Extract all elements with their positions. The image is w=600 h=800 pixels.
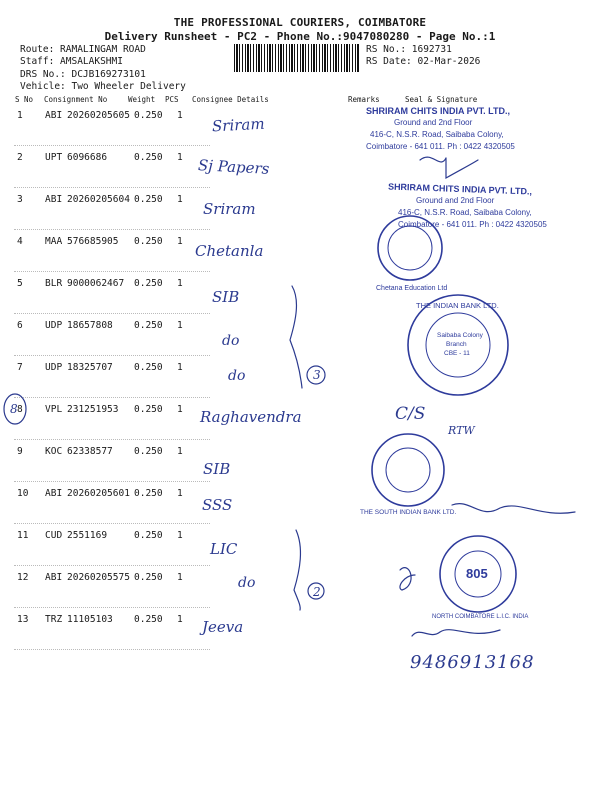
header-remarks: Remarks [348, 95, 380, 104]
row-weight: 0.250 [134, 320, 163, 331]
header-consignment: Consignment No [44, 95, 108, 104]
row-sno: 5 [17, 278, 23, 289]
row-sno: 3 [17, 194, 23, 205]
handwritten-consignee: LIC [210, 540, 238, 558]
handwritten-consignee: SIB [203, 460, 231, 478]
row-weight: 0.250 [134, 614, 163, 625]
signature-scribble [400, 568, 415, 590]
row-sno: 8 [17, 404, 23, 415]
row-consignment: 6096686 [67, 152, 108, 163]
drs-number: DRS No.: DCJB169273101 [20, 69, 146, 80]
row-weight: 0.250 [134, 488, 163, 499]
header-pcs: PCS [165, 95, 179, 104]
handwritten-remark: C/S [395, 404, 426, 424]
row-pcs: 1 [177, 404, 183, 415]
row-prefix: UPT [45, 152, 63, 163]
row-prefix: ABI [45, 194, 63, 205]
stamp-company-name: SHRIRAM CHITS INDIA PVT. LTD., [366, 106, 510, 116]
row-pcs: 1 [177, 110, 183, 121]
row-consignment: 2551169 [67, 530, 108, 541]
rs-date: RS Date: 02-Mar-2026 [366, 56, 481, 67]
signature-scribble [420, 157, 478, 178]
row-sno: 10 [17, 488, 29, 499]
handwritten-phone: 9486913168 [410, 652, 535, 673]
row-consignment: 18657808 [67, 320, 113, 331]
row-pcs: 1 [177, 446, 183, 457]
circled-serial-number: 8 [10, 402, 18, 416]
row-consignment: 11105103 [67, 614, 113, 625]
stamp-ring-text: Chetana Education Ltd [376, 285, 448, 292]
handwritten-consignee: Raghavendra [200, 408, 302, 426]
row-pcs: 1 [177, 152, 183, 163]
row-prefix: MAA [45, 236, 63, 247]
row-weight: 0.250 [134, 404, 163, 415]
row-prefix: KOC [45, 446, 63, 457]
handwritten-consignee: SSS [202, 496, 233, 514]
bracket-mark [290, 286, 302, 388]
row-pcs: 1 [177, 362, 183, 373]
stamp-center-text: CBE - 11 [444, 350, 470, 357]
row-prefix: ABI [45, 572, 63, 583]
row-consignment: 576685905 [67, 236, 119, 247]
row-prefix: VPL [45, 404, 63, 415]
row-weight: 0.250 [134, 572, 163, 583]
bracket-circle [307, 366, 325, 384]
row-weight: 0.250 [134, 530, 163, 541]
handwritten-remark: RTW [448, 424, 475, 437]
signature-scribble [452, 504, 575, 514]
row-weight: 0.250 [134, 446, 163, 457]
row-consignment: 62338577 [67, 446, 113, 457]
bracket-circle [308, 583, 324, 599]
route-label: Route: RAMALINGAM ROAD [20, 44, 146, 55]
row-consignment: 20260205601 [67, 488, 130, 499]
header-consignee: Consignee Details [192, 95, 269, 104]
stamp-center-text: Branch [446, 341, 467, 348]
row-prefix: UDP [45, 362, 63, 373]
row-pcs: 1 [177, 278, 183, 289]
row-sno: 9 [17, 446, 23, 457]
stamp-center-text: 805 [466, 566, 488, 581]
handwritten-consignee: do [222, 333, 240, 349]
row-prefix: BLR [45, 278, 63, 289]
stamp-address-line: Coimbatore - 641 011. Ph : 0422 4320505 [398, 220, 547, 229]
row-consignment: 18325707 [67, 362, 113, 373]
row-consignment: 20260205575 [67, 572, 130, 583]
header-sno: S No [15, 95, 34, 104]
row-weight: 0.250 [134, 152, 163, 163]
stamp-address-line: 416-C, N.S.R. Road, Saibaba Colony, [370, 130, 504, 139]
handwritten-consignee: Chetanla [195, 242, 264, 260]
signature-scribble [412, 630, 500, 636]
stamp-center-text: Saibaba Colony [437, 332, 483, 339]
row-pcs: 1 [177, 320, 183, 331]
row-consignment: 9000062467 [67, 278, 125, 289]
handwritten-consignee: Sj Papers [197, 156, 270, 178]
rs-number: RS No.: 1692731 [366, 44, 452, 55]
handwritten-consignee: SIB [212, 288, 240, 306]
row-weight: 0.250 [134, 362, 163, 373]
row-prefix: TRZ [45, 614, 63, 625]
company-name: THE PROFESSIONAL COURIERS, COIMBATORE [173, 16, 427, 29]
row-weight: 0.250 [134, 110, 163, 121]
row-sno: 1 [17, 110, 23, 121]
stamp-address-line: Ground and 2nd Floor [394, 118, 473, 127]
header-weight: Weight [128, 95, 156, 104]
row-sno: 6 [17, 320, 23, 331]
bracket-mark [294, 530, 300, 610]
row-prefix: UDP [45, 320, 63, 331]
stamp-ring-text: THE INDIAN BANK LTD. [416, 301, 499, 310]
circle-mark [4, 394, 26, 424]
row-consignment: 20260205604 [67, 194, 130, 205]
row-sno: 4 [17, 236, 23, 247]
row-prefix: ABI [45, 488, 63, 499]
vehicle-label: Vehicle: Two Wheeler Delivery [20, 81, 186, 92]
handwritten-consignee: Sriram [211, 114, 266, 136]
row-pcs: 1 [177, 488, 183, 499]
stamp-ring-text: NORTH COIMBATORE L.I.C. INDIA [432, 614, 529, 620]
header-seal: Seal & Signature [405, 95, 478, 104]
bracket-count: 3 [313, 368, 321, 382]
row-pcs: 1 [177, 194, 183, 205]
handwritten-consignee: do [228, 368, 246, 384]
stamp-address-line: Coimbatore - 641 011. Ph : 0422 4320505 [366, 142, 515, 151]
row-weight: 0.250 [134, 194, 163, 205]
row-consignment: 231251953 [67, 404, 119, 415]
row-pcs: 1 [177, 614, 183, 625]
row-sno: 12 [17, 572, 29, 583]
row-consignment: 20260205605 [67, 110, 130, 121]
staff-label: Staff: AMSALAKSHMI [20, 56, 123, 67]
row-sno: 13 [17, 614, 29, 625]
handwritten-consignee: Sriram [203, 200, 256, 218]
row-sno: 2 [17, 152, 23, 163]
stamp-circle [372, 434, 444, 506]
row-prefix: CUD [45, 530, 63, 541]
row-prefix: ABI [45, 110, 63, 121]
row-weight: 0.250 [134, 278, 163, 289]
stamp-address-line: Ground and 2nd Floor [416, 196, 495, 205]
stamp-inner-circle [386, 448, 430, 492]
handwritten-consignee: do [238, 575, 256, 591]
row-sno: 7 [17, 362, 23, 373]
runsheet-title: Delivery Runsheet - PC2 - Phone No.:9047080280 - Page No.:1 [104, 30, 496, 43]
row-weight: 0.250 [134, 236, 163, 247]
row-pcs: 1 [177, 530, 183, 541]
stamp-ring-text: THE SOUTH INDIAN BANK LTD. [360, 509, 457, 516]
bracket-count: 2 [313, 585, 321, 599]
handwritten-consignee: Jeeva [202, 618, 244, 636]
stamp-company-name: SHRIRAM CHITS INDIA PVT. LTD., [387, 181, 533, 197]
stamp-address-line: 416-C, N.S.R. Road, Saibaba Colony, [398, 208, 532, 217]
row-pcs: 1 [177, 572, 183, 583]
row-sno: 11 [17, 530, 29, 541]
row-pcs: 1 [177, 236, 183, 247]
stamp-inner-circle [388, 226, 432, 270]
